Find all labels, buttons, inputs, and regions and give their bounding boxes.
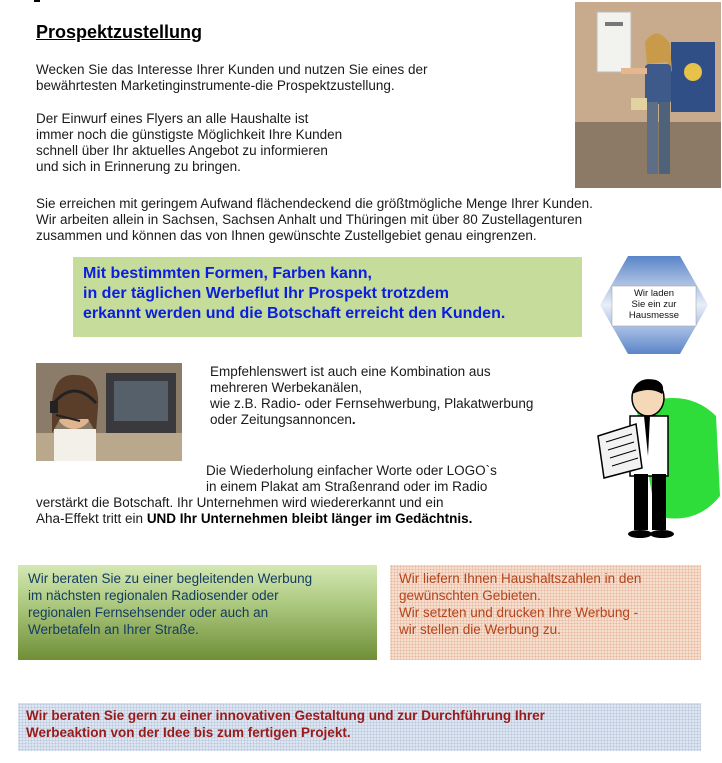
repetition-line2-bold: UND Ihr Unternehmen bleibt länger im Gedächtnis. xyxy=(146,511,473,526)
consulting-box xyxy=(18,703,701,751)
household-numbers-text: Wir liefern Ihnen Haushaltszahlen in den gewünschten Gebieten. Wir setzten und drucken Ihre Werbung - wir stellen die Werbung zu. xyxy=(399,571,642,637)
combination-period: . xyxy=(351,412,356,427)
combination-paragraph xyxy=(210,364,610,428)
radio-tv-advice-text: Wir beraten Sie zu einer begleitenden Werbung im nächsten regionalen Radiosender oder regionalen Fernsehsender oder auch an Werbetafeln an Ihrer Straße. xyxy=(28,571,313,637)
combination-text: Empfehlenswert ist auch eine Kombination aus mehreren Werbekanälen, wie z.B. Radio- oder Fernsehwerbung, Plakatwerbung oder Zeitungsannoncen xyxy=(210,364,534,427)
highlight-text: Mit bestimmten Formen, Farben kann, in der täglichen Werbeflut Ihr Prospekt trotzdem erkannt werden und die Botschaft erreicht den Kunden. xyxy=(83,265,506,322)
radio-tv-advice-box xyxy=(18,565,377,660)
consulting-text: Wir beraten Sie gern zu einer innovativen Gestaltung und zur Durchführung Ihrer Werbeaktion von der Idee bis zum fertigen Projekt. xyxy=(26,708,545,740)
page-title: Prospektzustellung xyxy=(36,22,203,42)
repetition-line1: verstärkt die Botschaft. Ihr Unternehmen wird wiedererkannt und ein xyxy=(36,495,444,510)
repetition-paragraph-cont xyxy=(36,495,636,527)
flyer-paragraph: Der Einwurf eines Flyers an alle Haushalte ist immer noch die günstigste Möglichkeit Ihre Kunden schnell über Ihr aktuelles Angebot zu informieren und sich in Erinnerung zu bringen. xyxy=(36,111,343,174)
repetition-line2: Aha-Effekt tritt ein xyxy=(36,511,147,526)
intro-paragraph: Wecken Sie das Interesse Ihrer Kunden und nutzen Sie eines der bewährtesten Marketinginstrumente-die Prospektzustellung. xyxy=(36,62,428,93)
hexagon-label: Wir laden Sie ein zur Hausmesse xyxy=(628,288,680,321)
headset-photo xyxy=(36,363,182,461)
mailbox-photo xyxy=(575,2,721,188)
highlight-box xyxy=(73,257,582,337)
coverage-paragraph: Sie erreichen mit geringem Aufwand flächendeckend die größtmögliche Menge Ihrer Kunden. Wir arbeiten allein in Sachsen, Sachsen Anhalt und Thüringen mit über 80 Zustellagenturen zusammen und können das von Ihnen gewünschte Zustellgebiet genau eingrenzen. xyxy=(36,196,593,243)
top-mark xyxy=(34,0,40,2)
household-numbers-box xyxy=(390,565,701,660)
repetition-paragraph: Die Wiederholung einfacher Worte oder LOGO`s in einem Plakat am Straßenrand oder im Radio xyxy=(206,463,497,494)
